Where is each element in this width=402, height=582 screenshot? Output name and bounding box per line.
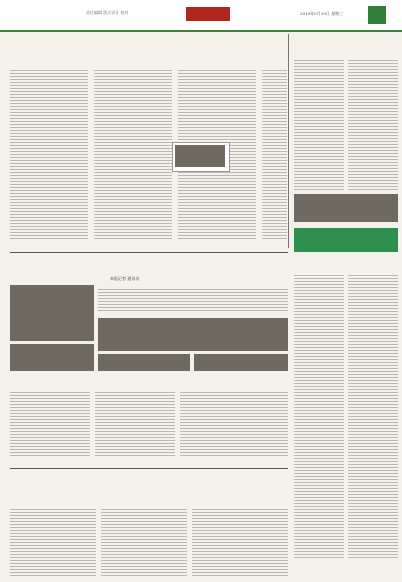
bottom-text-col-2: [101, 507, 187, 577]
section-banner: [294, 228, 398, 252]
middle-text-col-1: [10, 390, 90, 456]
column-divider: [288, 34, 289, 248]
newspaper-brand: [186, 7, 230, 21]
page-number: [368, 6, 386, 24]
middle-text-col-2: [95, 390, 175, 456]
top-text-col-4: [262, 68, 287, 240]
lead-text: [98, 287, 288, 313]
lead-byline: 本报记者 通讯员: [110, 276, 140, 281]
bottom-text-col-3: [192, 507, 288, 577]
right-text-col-2: [348, 58, 398, 190]
right-text-col-1: [294, 58, 344, 190]
middle-text-col-3: [180, 390, 288, 456]
top-photo: [175, 145, 225, 167]
lead-photo-1: [10, 285, 94, 341]
right-photo: [294, 194, 398, 222]
lead-photo-4: [98, 354, 190, 371]
right-lower-col-2: [348, 273, 398, 559]
lead-photo-2: [10, 344, 94, 371]
bottom-rule: [10, 468, 288, 469]
lead-photo-3: [98, 318, 288, 351]
right-lower-col-1: [294, 273, 344, 559]
lead-photo-5: [194, 354, 288, 371]
top-text-col-2: [94, 68, 172, 240]
date-line: 2019年5月29日 星期三: [300, 11, 344, 16]
edition-info: 责任编辑 版式设计 校对: [86, 10, 129, 15]
bottom-text-col-1: [10, 507, 96, 577]
section-rule: [10, 252, 288, 253]
top-text-col-1: [10, 68, 88, 240]
